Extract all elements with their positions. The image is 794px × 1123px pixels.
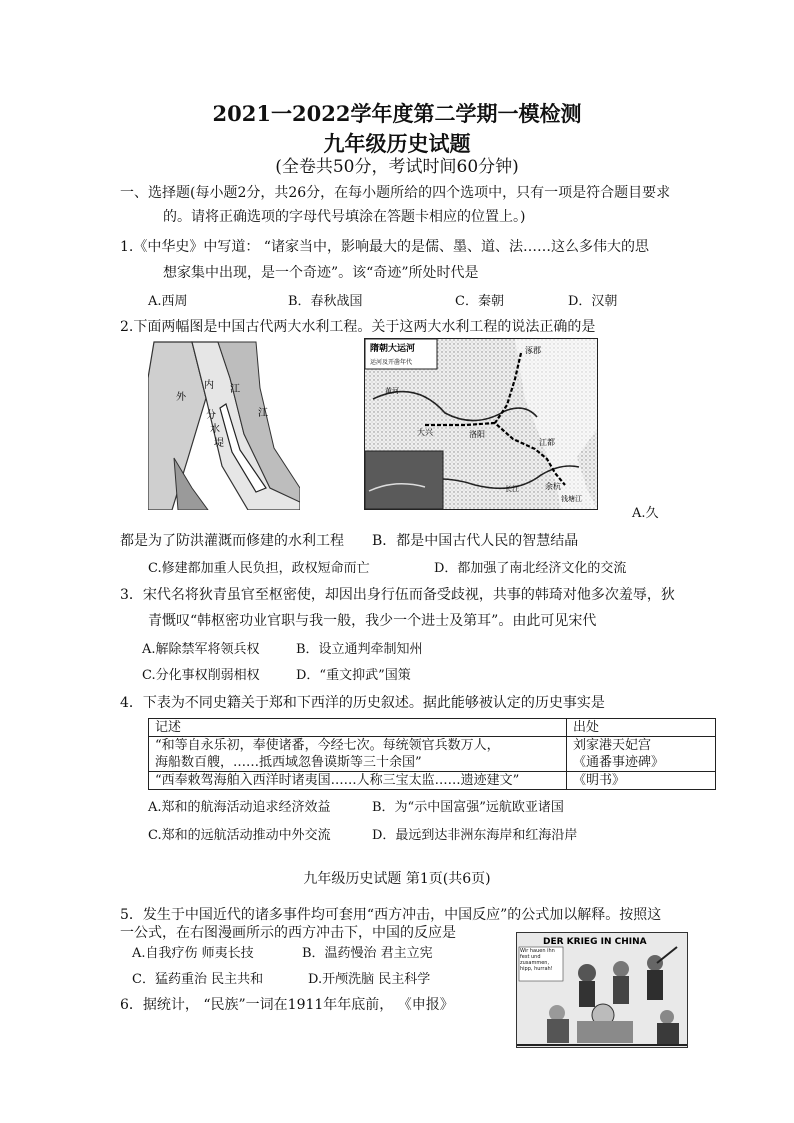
q2-option-a-tail[interactable]: A.久	[632, 506, 659, 521]
record-text: 海船数百艘，……抵西域忽鲁谟斯等三十余国”	[155, 755, 422, 770]
page-footer: 九年级历史试题 第1页(共6页)	[303, 871, 491, 887]
table-cell	[149, 772, 567, 790]
map1-label: 江	[230, 384, 240, 395]
table-header: 出处	[567, 719, 716, 737]
q3-option-d[interactable]: D．“重文抑武”国策	[296, 668, 411, 683]
q1-stem-cont: 想家集中出现，是一个奇迹”。该“奇迹”所处时代是	[163, 265, 479, 281]
map1-label: 外	[176, 392, 186, 403]
section-heading-cont: 的。请将正确选项的字母代号填涂在答题卡相应的位置上。)	[163, 209, 526, 225]
war-cartoon	[516, 932, 688, 1048]
q5-stem-cont: 一公式，在右图漫画所示的西方冲击下，中国的反应是	[120, 925, 456, 941]
map2-place: 洛阳	[469, 430, 485, 439]
q6-stem: 6．据统计， “民族”一词在1911年年底前， 《申报》	[120, 997, 454, 1013]
q5-option-a[interactable]: A.自我疗伤 师夷长技	[132, 946, 254, 961]
map2-place: 涿郡	[525, 346, 541, 355]
q1-option-b[interactable]: B．春秋战国	[288, 294, 363, 309]
map1-label: 分	[206, 410, 216, 421]
q2-option-d[interactable]: D．都加强了南北经济文化的交流	[434, 561, 627, 576]
q4-option-c[interactable]: C.郑和的远航活动推动中外交流	[148, 828, 331, 843]
q3-option-b[interactable]: B．设立通判牵制知州	[296, 642, 423, 657]
table-cell	[149, 737, 567, 772]
dujiangyan-sketch	[148, 338, 300, 510]
q3-option-c[interactable]: C.分化事权削弱相权	[142, 668, 260, 683]
table-cell	[567, 737, 716, 772]
q4-option-b[interactable]: B．为“示中国富强”远航欧亚诸国	[372, 800, 564, 815]
map2-place: 余杭	[545, 482, 561, 491]
map2-place: 黄河	[385, 387, 399, 395]
exam-title: 2021一2022学年度第二学期一模检测	[212, 101, 582, 126]
table-header-row	[149, 719, 716, 737]
q2-stem: 2.下面两幅图是中国古代两大水利工程。关于这两大水利工程的说法正确的是	[120, 319, 596, 335]
q4-option-a[interactable]: A.郑和的航海活动追求经济效益	[148, 800, 331, 815]
record-text: “和等自永乐初，奉使诸番，今经七次。每统领官兵数万人，	[155, 738, 500, 753]
source-text: 《通番事迹碑》	[573, 755, 665, 770]
cartoon-caption: Wir hauen ihn fest und zusammen, hipp, hurrah!	[520, 948, 555, 972]
table-row	[149, 737, 716, 772]
q3-option-a[interactable]: A.解除禁军将领兵权	[142, 642, 260, 657]
map2-place: 江都	[539, 438, 555, 447]
map1-label: 内	[204, 380, 214, 391]
cartoon-title: DER KRIEG IN CHINA	[543, 937, 647, 947]
dujiangyan-map	[148, 338, 300, 510]
q2-option-a-cont[interactable]: 都是为了防洪灌溉而修建的水利工程	[120, 533, 344, 549]
map2-place: 钱塘江	[561, 495, 582, 503]
map2-legend: 运河及开凿年代	[370, 359, 413, 366]
table-row	[149, 772, 716, 790]
map1-label: 水	[210, 424, 220, 435]
q1-stem: 1.《中华史》中写道： “诸家当中，影响最大的是儒、墨、道、法……这么多伟大的思	[120, 239, 649, 255]
q1-option-d[interactable]: D．汉朝	[568, 294, 618, 309]
table-header: 记述	[149, 719, 567, 737]
exam-subtitle: 九年级历史试题	[323, 131, 471, 156]
cartoon-image	[517, 933, 687, 1047]
source-text: 《明书》	[573, 773, 626, 788]
map1-label: 江	[258, 408, 268, 419]
q4-stem: 4．下表为不同史籍关于郑和下西洋的历史叙述。据此能够被认定的历史事实是	[120, 695, 605, 711]
table-cell	[567, 772, 716, 790]
q1-option-a[interactable]: A.西周	[148, 294, 188, 309]
q2-option-c[interactable]: C.修建都加重人民负担，政权短命而亡	[148, 561, 370, 576]
q2-option-b[interactable]: B．都是中国古代人民的智慧结晶	[372, 533, 579, 549]
q3-stem: 3．宋代名将狄青虽官至枢密使，却因出身行伍而备受歧视，共事的韩琦对他多次羞辱，狄	[120, 587, 675, 603]
source-text: 刘家港天妃宫	[573, 738, 652, 753]
q4-source-table	[148, 718, 716, 790]
map2-title: 隋朝大运河	[370, 344, 416, 354]
record-text: “西奉敕驾海舶入西洋时诸夷国……人称三宝太监……遗迹建文”	[155, 773, 520, 788]
exam-info: (全卷共50分，考试时间60分钟)	[275, 157, 519, 177]
map2-place: 大兴	[417, 428, 433, 437]
section-heading: 一、选择题(每小题2分，共26分，在每小题所给的四个选项中，只有一项是符合题目要求	[120, 185, 671, 201]
grand-canal-sketch	[365, 339, 597, 509]
q5-option-d[interactable]: D.开颅洗脑 民主科学	[308, 972, 431, 987]
q1-option-c[interactable]: C．秦朝	[455, 294, 504, 309]
grand-canal-map	[364, 338, 598, 510]
q4-option-d[interactable]: D．最远到达非洲东海岸和红海沿岸	[372, 828, 578, 843]
q5-option-b[interactable]: B．温药慢治 君主立宪	[302, 946, 433, 961]
map2-place: 长江	[505, 485, 519, 493]
q3-stem-cont: 青慨叹“韩枢密功业官职与我一般，我少一个进士及第耳”。由此可见宋代	[148, 613, 597, 629]
map1-label: 堤	[214, 438, 224, 449]
q5-stem: 5．发生于中国近代的诸多事件均可套用“西方冲击，中国反应”的公式加以解释。按照这	[120, 907, 662, 923]
q5-option-c[interactable]: C．猛药重治 民主共和	[132, 972, 264, 987]
